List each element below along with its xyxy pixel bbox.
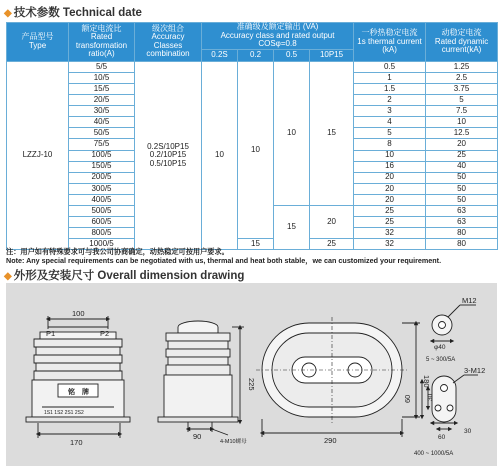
- header-line: combination: [146, 49, 190, 59]
- note-chinese: 注：用户如有特殊要求可与我公司协商确定，动热稳定可按用户要求。: [6, 247, 229, 256]
- dynamic-cell: 25: [426, 150, 498, 161]
- ratio-cell: 200/5: [69, 172, 135, 183]
- range-label: 5 ~ 300/5A: [426, 357, 456, 363]
- dynamic-cell: 20: [426, 139, 498, 150]
- output-cell: 25: [310, 239, 354, 250]
- section-title-dimension: [4, 267, 244, 283]
- top-view: [256, 317, 408, 423]
- terminal-markings: 1S1 1S2 2S1 2S2: [44, 410, 84, 416]
- dim-label: 100: [72, 309, 85, 318]
- ratio-cell: 20/5: [69, 95, 135, 106]
- dynamic-cell: 10: [426, 117, 498, 128]
- dynamic-cell: 3.75: [426, 83, 498, 94]
- dim-label: 225: [247, 378, 256, 391]
- dynamic-cell: 5: [426, 95, 498, 106]
- ratio-cell: 30/5: [69, 106, 135, 117]
- front-view: [26, 327, 130, 422]
- dim-label: 90: [193, 432, 202, 441]
- dynamic-cell: 50: [426, 194, 498, 205]
- header-line: 动稳定电流: [441, 28, 482, 37]
- thermal-cell: 20: [354, 183, 426, 194]
- ratio-cell: 75/5: [69, 139, 135, 150]
- header-line: transformation: [75, 40, 128, 50]
- class-header: 0.5: [274, 49, 310, 61]
- thermal-cell: 2: [354, 95, 426, 106]
- class-header: 0.2: [238, 49, 274, 61]
- ratio-cell: 300/5: [69, 183, 135, 194]
- terminal-small: [432, 315, 452, 335]
- dim-label: 180: [422, 375, 431, 388]
- thermal-cell: 4: [354, 117, 426, 128]
- thermal-cell: 3: [354, 106, 426, 117]
- table-row: [7, 61, 498, 72]
- header-line: 一秒热稳定电流: [361, 28, 418, 37]
- thermal-cell: 8: [354, 139, 426, 150]
- output-cell: 15: [238, 239, 274, 250]
- thermal-cell: 16: [354, 161, 426, 172]
- header-line: current(kA): [441, 45, 482, 55]
- thermal-cell: 5: [354, 128, 426, 139]
- header-line: ratio(A): [88, 49, 115, 59]
- dim-label: 30: [427, 393, 434, 401]
- diamond-bullet-icon: ◆: [4, 271, 12, 282]
- header-line: Rated dynamic: [434, 36, 489, 46]
- dim-label: 60: [403, 394, 412, 403]
- diamond-bullet-icon: ◆: [4, 8, 12, 19]
- dynamic-cell: 1.25: [426, 61, 498, 72]
- dynamic-cell: 40: [426, 161, 498, 172]
- cell-line: 0.5/10P15: [149, 158, 187, 168]
- dynamic-cell: 80: [426, 239, 498, 250]
- dim-label: 60: [438, 434, 446, 441]
- output-cell: 15: [274, 206, 310, 250]
- class-header: 10P15: [310, 49, 354, 61]
- output-cell: 10: [274, 61, 310, 205]
- header-line: Rated: [90, 32, 113, 42]
- dimension-drawing-panel: [6, 283, 497, 466]
- ratio-cell: 1000/5: [69, 239, 135, 250]
- section-title-technical: [4, 4, 142, 20]
- ratio-cell: 50/5: [69, 128, 135, 139]
- note-english: Note: Any special requirements can be negotiated with us, thermal and heat both stable，we can customized your requirement.: [6, 256, 442, 265]
- accuracy-cell: [135, 61, 202, 250]
- ratio-cell: 100/5: [69, 150, 135, 161]
- ratio-cell: 15/5: [69, 83, 135, 94]
- thermal-cell: 20: [354, 172, 426, 183]
- header-line: Classes: [153, 40, 183, 50]
- dynamic-cell: 50: [426, 172, 498, 183]
- thermal-cell: 32: [354, 228, 426, 239]
- ratio-cell: 600/5: [69, 217, 135, 228]
- header-line: (kA): [382, 45, 397, 55]
- header-line: 额定电流比: [81, 23, 122, 33]
- ratio-cell: 150/5: [69, 161, 135, 172]
- ratio-cell: 500/5: [69, 206, 135, 217]
- ratio-cell: 5/5: [69, 61, 135, 72]
- header-line: 级次组合: [152, 23, 184, 33]
- ratio-cell: 10/5: [69, 72, 135, 83]
- dynamic-cell: 80: [426, 228, 498, 239]
- cell-line: 0.2/10P15: [149, 150, 187, 160]
- dynamic-cell: 7.5: [426, 106, 498, 117]
- header-line: Type: [28, 40, 47, 50]
- header-ratio: [69, 23, 135, 62]
- header-line: Accuracy: [151, 32, 185, 42]
- nameplate-label: 铭 牌: [68, 389, 89, 396]
- side-view: [158, 321, 238, 422]
- header-type: [7, 23, 69, 62]
- output-cell: 20: [310, 206, 354, 239]
- terminal-large: [432, 376, 456, 422]
- ratio-cell: 800/5: [69, 228, 135, 239]
- header-line: 产品型号: [21, 32, 54, 42]
- output-cell: 10: [238, 61, 274, 239]
- ratio-cell: 400/5: [69, 194, 135, 205]
- dynamic-cell: 63: [426, 206, 498, 217]
- thermal-cell: 32: [354, 239, 426, 250]
- range-label: 400 ~ 1000/5A: [414, 451, 454, 457]
- dim-label: φ40: [434, 344, 446, 351]
- ratio-cell: 40/5: [69, 117, 135, 128]
- header-accuracy: [135, 23, 202, 62]
- thermal-cell: 0.5: [354, 61, 426, 72]
- thermal-cell: 1: [354, 72, 426, 83]
- terminal-label: P2: [100, 329, 110, 338]
- thermal-cell: 1.5: [354, 83, 426, 94]
- callout-label: 3-M12: [464, 366, 486, 375]
- table-body: [7, 61, 498, 250]
- dynamic-cell: 2.5: [426, 72, 498, 83]
- section-title-text: 外形及安装尺寸 Overall dimension drawing: [13, 270, 245, 282]
- mount-note: 4-M10螺母: [220, 439, 247, 445]
- technical-table: [6, 22, 498, 250]
- dim-label: 170: [70, 438, 83, 447]
- class-header: 0.2S: [202, 49, 238, 61]
- thermal-cell: 20: [354, 194, 426, 205]
- section-title-text: 技术参数 Technical date: [13, 7, 142, 19]
- dynamic-cell: 12.5: [426, 128, 498, 139]
- header-line: Accuracy class and rated output: [220, 30, 335, 40]
- header-line: 准确级及额定输出 (VA): [236, 22, 319, 31]
- terminal-label: P1: [46, 329, 56, 338]
- header-output: [202, 23, 354, 50]
- dynamic-cell: 63: [426, 217, 498, 228]
- header-line: 1s thermal current: [357, 36, 422, 46]
- output-cell: 15: [310, 61, 354, 205]
- dim-label: 290: [324, 436, 337, 445]
- callout-label: M12: [462, 296, 477, 305]
- output-cell: 10: [202, 61, 238, 250]
- header-dynamic: [426, 23, 498, 62]
- dynamic-cell: 50: [426, 183, 498, 194]
- thermal-cell: 10: [354, 150, 426, 161]
- type-cell: LZZJ-10: [7, 61, 69, 250]
- dimension-drawing: [6, 283, 497, 466]
- cell-line: 0.2S/10P15: [147, 141, 189, 151]
- dim-label: 30: [464, 428, 472, 435]
- header-thermal: [354, 23, 426, 62]
- thermal-cell: 25: [354, 206, 426, 217]
- thermal-cell: 25: [354, 217, 426, 228]
- header-line: COSφ=0.8: [258, 39, 297, 49]
